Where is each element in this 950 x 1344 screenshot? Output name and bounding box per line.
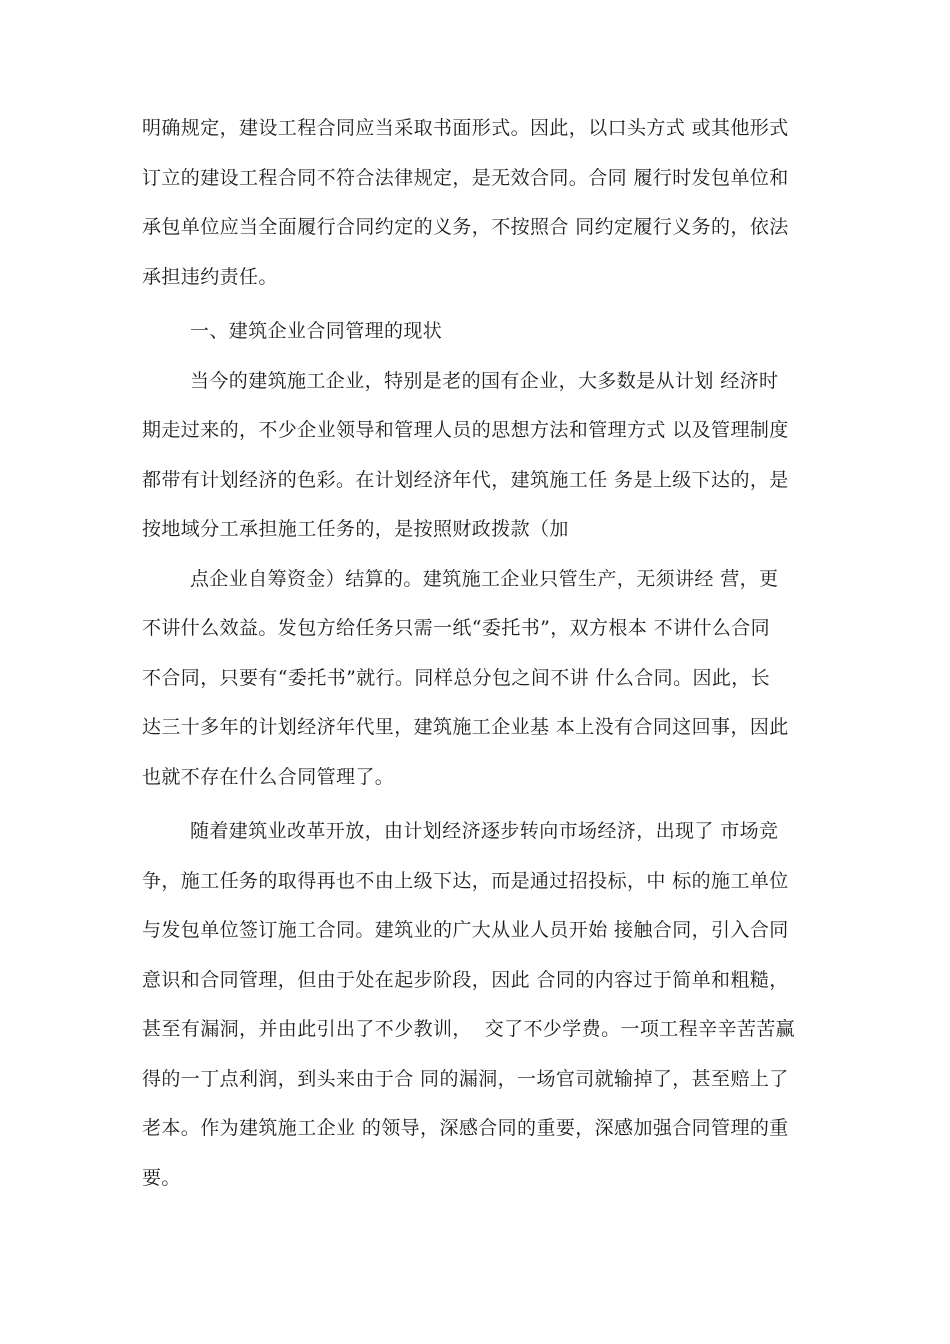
body-text <box>142 104 824 1203</box>
text-line: 订立的建设工程合同不符合法律规定，是无效合同。合同 履行时发包单位和 <box>142 166 789 189</box>
text-line: 随着建筑业改革开放，由计划经济逐步转向市场经济，出现了 市场竞 <box>190 820 779 842</box>
text-line: 一、建筑企业合同管理的现状 <box>190 320 443 342</box>
paragraph-market-reform <box>142 807 824 1203</box>
text-line: 老本。作为建筑施工企业 的领导，深感合同的重要，深感加强合同管理的重 <box>142 1117 789 1139</box>
text-line: 点企业自筹资金）结算的。建筑施工企业只管生产，无须讲经 营，更 <box>190 567 779 590</box>
text-line: 争，施工任务的取得再也不由上级下达，而是通过招投标，中 标的施工单位 <box>142 869 789 892</box>
text-line: 要。 <box>142 1166 181 1189</box>
text-line: 达三十多年的计划经济年代里，建筑施工企业基 本上没有合同这回事，因此 <box>142 716 789 738</box>
section-heading <box>142 307 824 357</box>
paragraph-planned-economy <box>142 555 824 803</box>
text-line: 按地域分工承担施工任务的，是按照财政拨款（加 <box>142 518 569 540</box>
text-line: 不讲什么效益。发包方给任务只需一纸“委托书”，双方根本 不讲什么合同 <box>142 617 771 639</box>
text-line: 都带有计划经济的色彩。在计划经济年代，建筑施工任 务是上级下达的，是 <box>142 468 789 491</box>
text-line: 明确规定，建设工程合同应当采取书面形式。因此，以口头方式 或其他形式 <box>142 117 789 139</box>
text-line: 意识和合同管理，但由于处在起步阶段，因此 合同的内容过于简单和粗糙， <box>142 968 789 991</box>
text-line: 与发包单位签订施工合同。建筑业的广大从业人员开始 接触合同，引入合同 <box>142 919 789 941</box>
text-line: 承担违约责任。 <box>142 265 278 288</box>
text-line: 甚至有漏洞，并由此引出了不少教训， 交了不少学费。一项工程辛辛苦苦赢 <box>142 1018 796 1040</box>
text-line: 承包单位应当全面履行合同约定的义务，不按照合 同约定履行义务的，依法 <box>142 216 789 238</box>
paragraph-contract-form <box>142 104 824 302</box>
paragraph-status-intro <box>142 357 824 555</box>
text-line: 得的一丁点利润，到头来由于合 同的漏洞，一场官司就输掉了，甚至赔上了 <box>142 1067 789 1090</box>
text-line: 不合同，只要有“委托书”就行。同样总分包之间不讲 什么合同。因此，长 <box>142 666 771 689</box>
text-line: 也就不存在什么合同管理了。 <box>142 765 395 788</box>
text-line: 期走过来的，不少企业领导和管理人员的思想方法和管理方式 以及管理制度 <box>142 419 789 441</box>
text-line: 当今的建筑施工企业，特别是老的国有企业，大多数是从计划 经济时 <box>190 369 779 392</box>
